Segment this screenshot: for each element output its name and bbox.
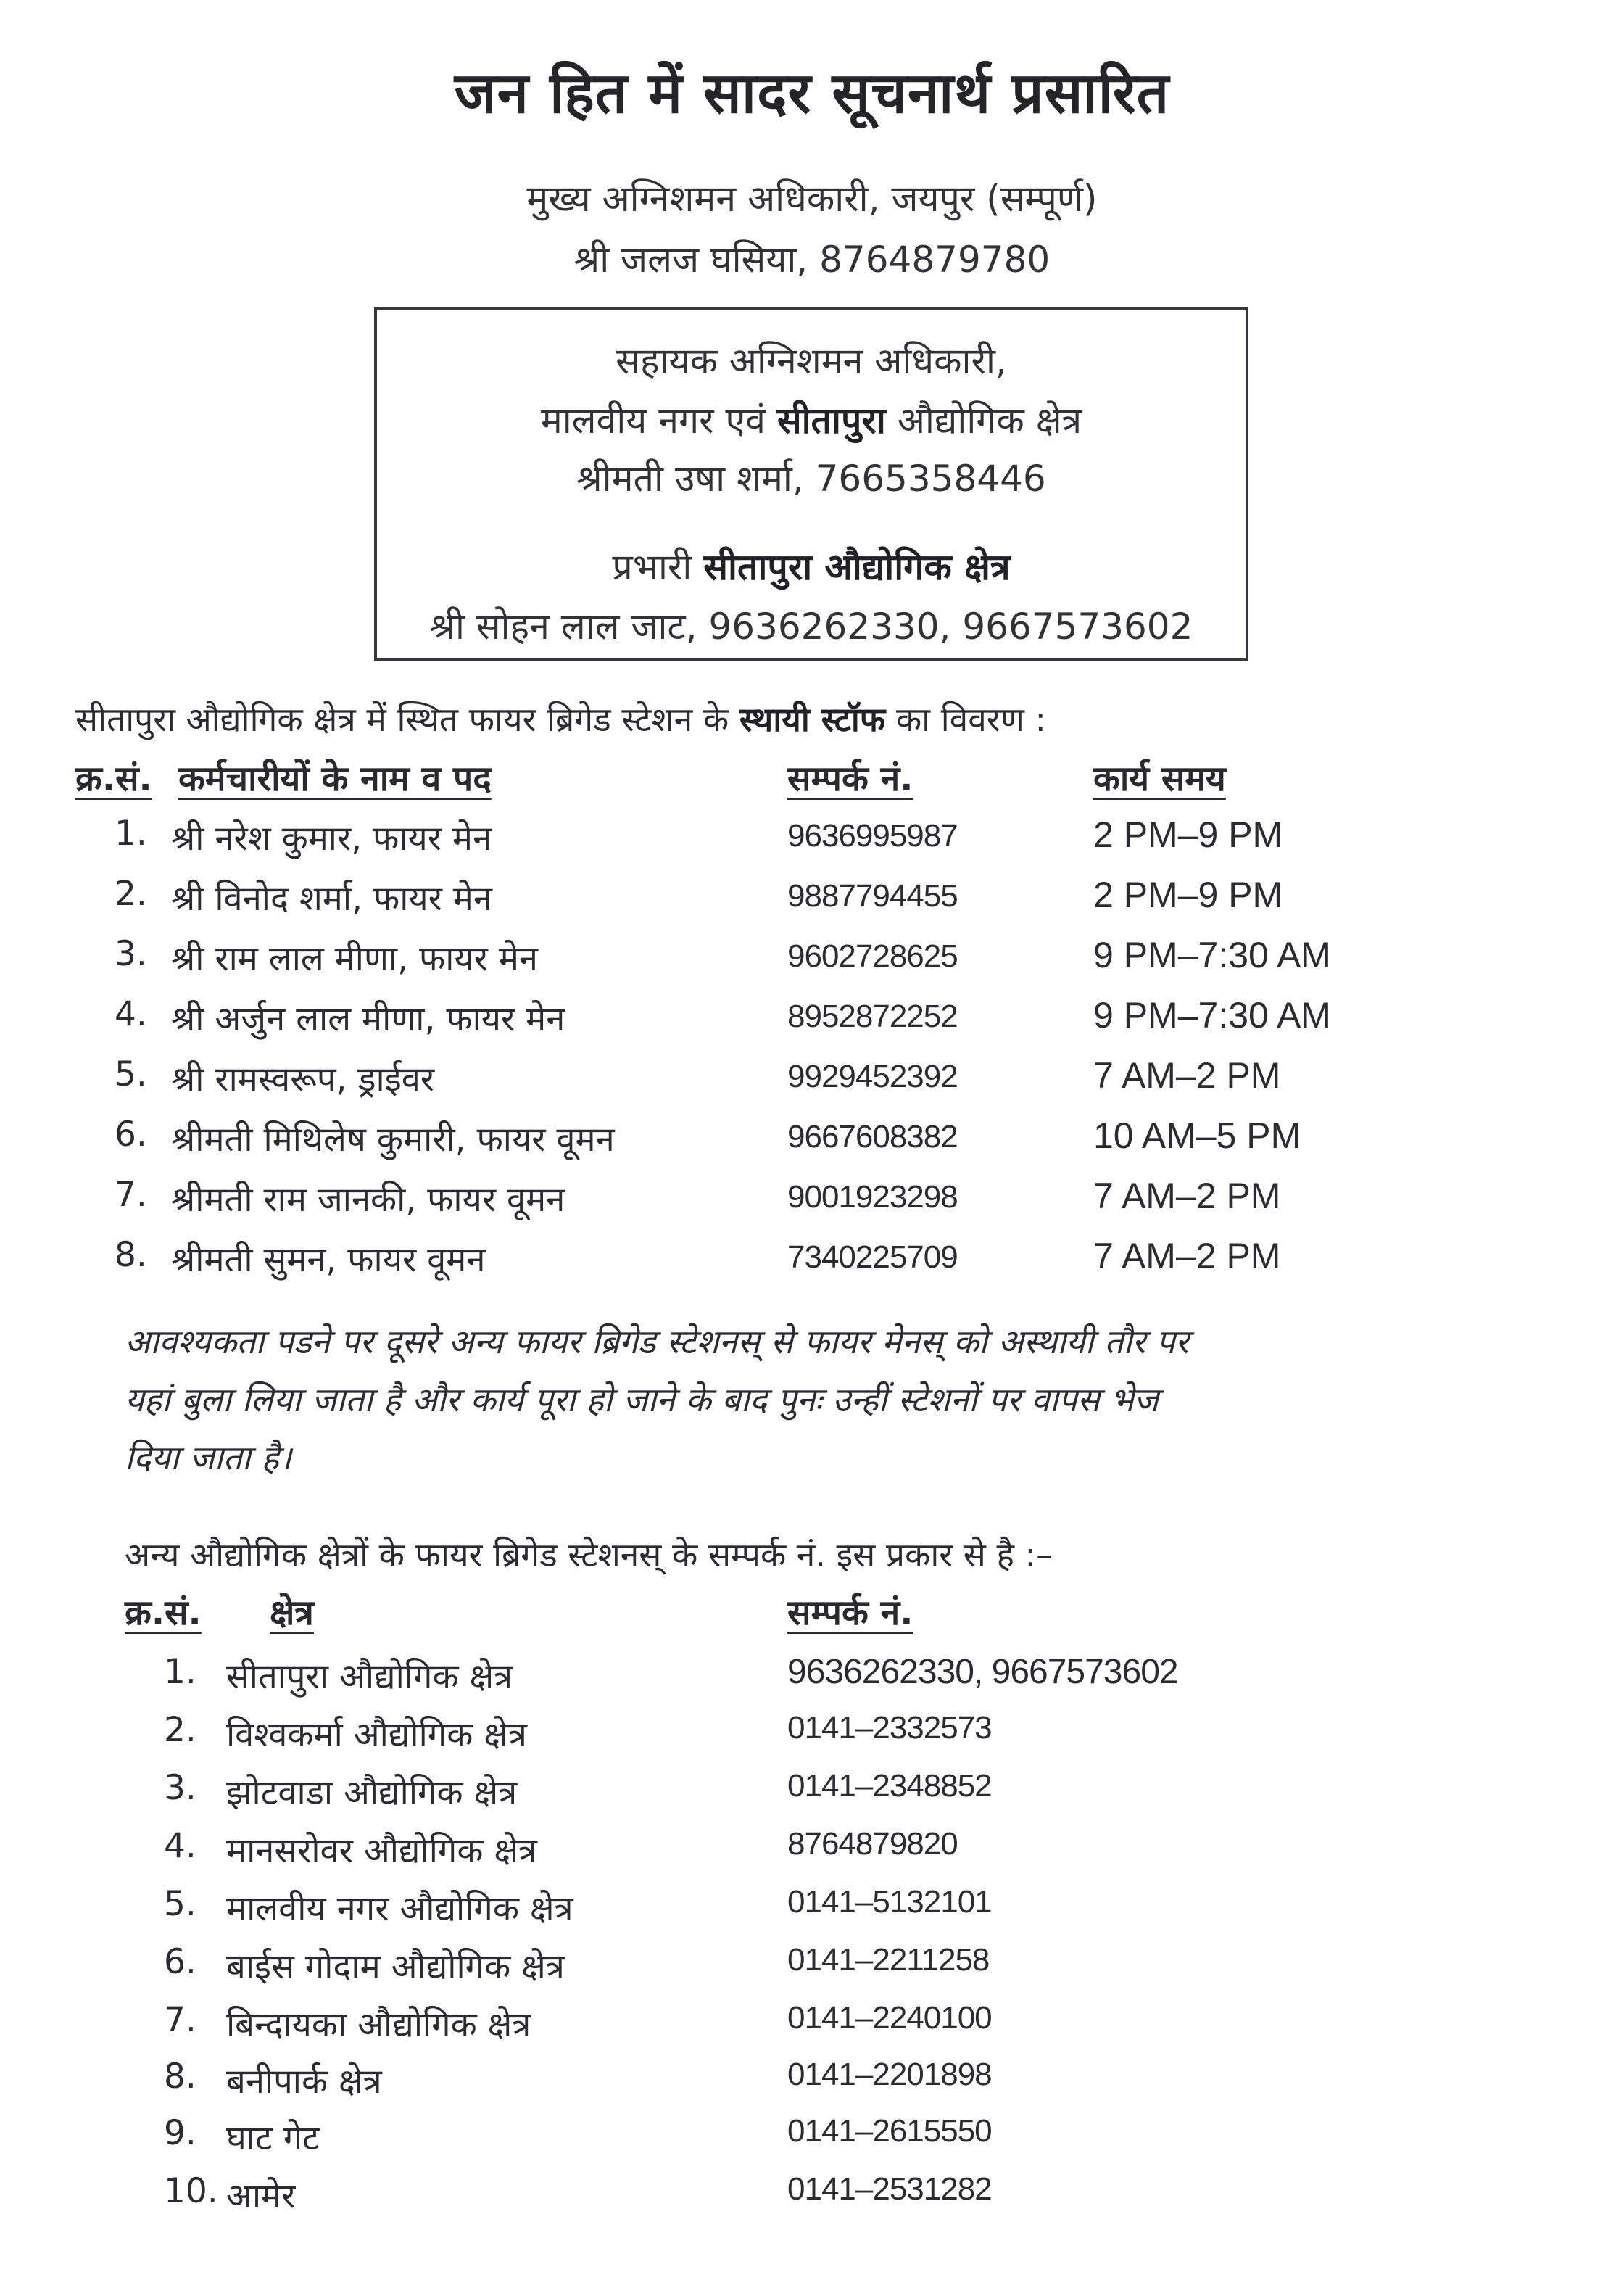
staff-header-sno: क्र.सं. [75,759,152,799]
row-name: श्रीमती राम जानकी, फायर वूमन [171,1180,566,1220]
row-sno: 7. [164,2000,196,2040]
table-row [0,2000,1624,2058]
row-phone: 9636995987 [787,818,958,854]
staff-section-intro [75,696,1046,741]
row-area: घाट गेट [226,2118,320,2158]
table-row [0,2171,1624,2229]
row-time: 7 AM–2 PM [1093,1236,1281,1276]
row-phone: 9887794455 [787,878,958,914]
officer-info-box [374,307,1248,661]
row-phone: 0141–2615550 [787,2113,992,2149]
row-phone: 7340225709 [787,1239,958,1275]
table-row [0,1942,1624,2000]
table-row [0,1652,1624,1710]
row-area: आमेर [226,2176,296,2216]
row-sno: 2. [115,874,147,914]
row-time: 10 AM–5 PM [1093,1115,1301,1156]
row-phone: 8952872252 [787,999,958,1034]
row-phone: 0141–2531282 [787,2171,992,2207]
assistant-area-bold: सीतापुरा [776,400,886,442]
table-row [0,1115,1624,1173]
row-sno: 10. [164,2171,218,2211]
table-row [0,1235,1624,1293]
row-sno: 8. [164,2057,196,2097]
staff-intro-bold: स्थायी स्टॉफ [739,700,886,739]
row-sno: 5. [115,1054,147,1094]
row-phone: 9001923298 [787,1179,958,1215]
row-name: श्री रामस्वरूप, ड्राईवर [171,1060,435,1099]
table-row [0,1054,1624,1112]
row-time: 7 AM–2 PM [1093,1055,1281,1096]
row-sno: 7. [115,1175,147,1215]
assistant-officer-area [377,395,1246,444]
note-line-2: यहां बुला लिया जाता है और कार्य पूरा हो जाने के बाद पुनः उन्हीं स्टेशनों पर वापस भेज [125,1380,1159,1419]
row-phone: 0141–2240100 [787,2000,992,2036]
row-area: बिन्दायका औद्योगिक क्षेत्र [226,2005,531,2045]
row-area: विश्वकर्मा औद्योगिक क्षेत्र [226,1715,527,1755]
row-sno: 2. [164,1710,196,1750]
stations-header-sno: क्र.सं. [125,1593,202,1633]
table-row [0,1884,1624,1942]
row-area: बाईस गोदाम औद्योगिक क्षेत्र [226,1947,565,1987]
row-name: श्री विनोद शर्मा, फायर मेन [171,879,492,919]
row-sno: 9. [164,2113,196,2153]
note-line-3: दिया जाता है। [125,1438,292,1477]
row-phone: 0141–2348852 [787,1768,992,1804]
table-row [0,874,1624,932]
row-sno: 1. [115,814,147,854]
row-sno: 5. [164,1884,196,1924]
row-area: सीतापुरा औद्योगिक क्षेत्र [226,1657,513,1697]
incharge-name-phone: श्री सोहन लाल जाट, 9636262330, 9667573602 [429,606,1193,648]
assistant-area-suffix: औद्योगिक क्षेत्र [897,400,1082,442]
row-phone: 9636262330, 9667573602 [787,1653,1178,1691]
row-phone: 0141–2201898 [787,2057,992,2092]
stations-header-area: क्षेत्र [270,1593,314,1633]
row-name: श्री अर्जुन लाल मीणा, फायर मेन [171,999,566,1039]
table-row [0,994,1624,1052]
row-sno: 4. [164,1826,196,1866]
table-row [0,1826,1624,1884]
row-sno: 8. [115,1235,147,1275]
row-name: श्री राम लाल मीणा, फायर मेन [171,939,539,979]
row-time: 9 PM–7:30 AM [1093,995,1331,1036]
row-area: मालवीय नगर औद्योगिक क्षेत्र [226,1889,573,1929]
incharge-area: सीतापुरा औद्योगिक क्षेत्र [703,546,1011,588]
row-name: श्रीमती मिथिलेष कुमारी, फायर वूमन [171,1120,615,1160]
other-stations-intro: अन्य औद्योगिक क्षेत्रों के फायर ब्रिगेड स्टेशनस् के सम्पर्क नं. इस प्रकार से है :– [125,1535,1053,1574]
staff-intro-suffix: का विवरण : [895,700,1046,739]
row-sno: 6. [164,1942,196,1982]
row-name: श्रीमती सुमन, फायर वूमन [171,1240,486,1280]
note-line-1: आवश्यकता पडने पर दूसरे अन्य फायर ब्रिगेड स्टेशनस् से फायर मेनस् को अस्थायी तौर पर [125,1322,1189,1361]
row-time: 2 PM–9 PM [1093,875,1283,915]
table-row [0,814,1624,872]
table-row [0,1768,1624,1826]
row-area: बनीपार्क क्षेत्र [226,2062,382,2102]
row-phone: 0141–2332573 [787,1710,992,1746]
assistant-officer-name-phone: श्रीमती उषा शर्मा, 7665358446 [576,458,1046,500]
row-sno: 4. [115,994,147,1034]
staff-header-name: कर्मचारीयों के नाम व पद [178,759,492,799]
row-name: श्री नरेश कुमार, फायर मेन [171,819,492,859]
assistant-area-prefix: मालवीय नगर एवं [540,400,766,442]
row-area: झोटवाडा औद्योगिक क्षेत्र [226,1773,518,1813]
assistant-officer-designation: सहायक अग्निशमन अधिकारी, [616,340,1007,382]
row-area: मानसरोवर औद्योगिक क्षेत्र [226,1831,538,1871]
page-title: जन हित में सादर सूचनार्थ प्रसारित [454,61,1170,126]
row-time: 9 PM–7:30 AM [1093,935,1331,975]
staff-header-timing: कार्य समय [1093,759,1226,799]
chief-officer-name-phone: श्री जलज घसिया, 8764879780 [573,239,1051,281]
table-row [0,1710,1624,1768]
staff-intro-prefix: सीतापुरा औद्योगिक क्षेत्र में स्थित फायर ब्रिगेड स्टेशन के [75,700,729,739]
row-sno: 6. [115,1115,147,1155]
row-phone: 9667608382 [787,1119,958,1155]
incharge-title [377,541,1246,590]
row-sno: 3. [115,934,147,974]
row-sno: 3. [164,1768,196,1808]
incharge-prefix: प्रभारी [612,546,692,588]
row-time: 7 AM–2 PM [1093,1176,1281,1216]
chief-officer-designation: मुख्य अग्निशमन अधिकारी, जयपुर (सम्पूर्ण) [526,178,1098,220]
staff-header-contact: सम्पर्क नं. [787,759,914,799]
row-time: 2 PM–9 PM [1093,814,1283,855]
table-row [0,934,1624,992]
table-row [0,2057,1624,2115]
row-sno: 1. [164,1652,196,1692]
table-row [0,1175,1624,1233]
row-phone: 8764879820 [787,1826,958,1862]
stations-header-contact: सम्पर्क नं. [787,1593,914,1633]
row-phone: 9929452392 [787,1059,958,1094]
row-phone: 0141–5132101 [787,1884,992,1920]
row-phone: 9602728625 [787,938,958,974]
table-row [0,2113,1624,2171]
row-phone: 0141–2211258 [787,1942,990,1978]
